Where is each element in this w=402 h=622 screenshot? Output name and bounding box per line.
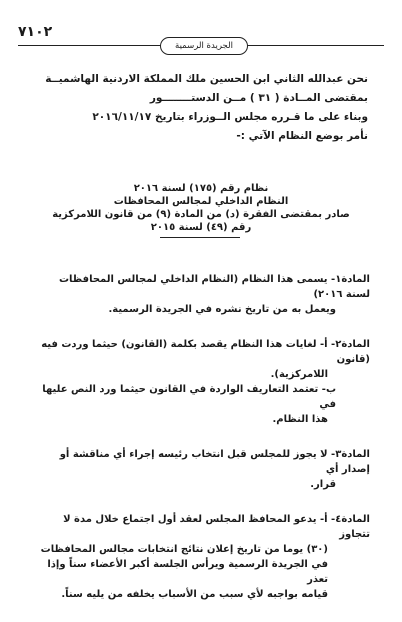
article-line: في الجريدة الرسمية ويرأس الجلسة أكبر الأعضاء سناً وإذا تعذر — [47, 559, 328, 585]
article-line: ب- تعتمد التعاريف الواردة في القانون حيثما ورد النص عليها في — [42, 384, 336, 410]
article-1 — [32, 272, 370, 317]
preamble-line: نحن عبدالله الثاني ابن الحسين ملك المملكة الاردنية الهاشميــة — [45, 73, 368, 85]
article-line: هذا النظام. — [272, 414, 328, 425]
article-line: المادة٣- لا يجوز للمجلس قبل انتخاب رئيسه إجراء أي مناقشة أو إصدار أي — [59, 449, 370, 475]
article-line: المادة١- يسمى هذا النظام (النظام الداخلي لمجالس المحافظات لسنة ٢٠١٦) — [58, 274, 370, 300]
title-line: نظام رقم (١٧٥) لسنة ٢٠١٦ — [133, 183, 269, 194]
article-2 — [32, 337, 370, 427]
article-line: اللامركزية). — [270, 369, 328, 380]
preamble-line: وبناء على ما قـرره مجلس الــوزراء بتاريخ ٢٠١٦/١١/١٧ — [92, 111, 368, 123]
title-line: صادر بمقتضى الفقرة (د) من المادة (٩) من قانون اللامركزية — [52, 209, 350, 220]
title-underline — [160, 237, 240, 238]
article-line: المادة٢- أ- لغايات هذا النظام يقصد بكلمة (القانون) حيثما وردت فيه (قانون — [41, 339, 370, 365]
preamble — [34, 70, 368, 146]
article-line: ويعمل به من تاريخ نشره في الجريدة الرسمية. — [108, 304, 336, 315]
regulation-title — [40, 182, 362, 234]
article-3 — [32, 447, 370, 492]
gazette-badge: الجريدة الرسمية — [160, 37, 248, 55]
title-line: رقم (٤٩) لسنة ٢٠١٥ — [150, 222, 252, 233]
preamble-line: نأمر بوضع النظام الآتي :- — [236, 130, 368, 142]
article-line: قيامه بواجبه لأي سبب من الأسباب يخلفه من يليه سناً. — [61, 589, 328, 600]
article-line: المادة٤- أ- يدعو المحافظ المجلس لعقد أول اجتماع خلال مدة لا تتجاوز — [63, 514, 370, 540]
article-line: قرار. — [310, 479, 336, 490]
article-line: (٣٠) يوما من تاريخ إعلان نتائج انتخابات مجالس المحافظات — [40, 544, 328, 555]
article-4 — [32, 512, 370, 602]
preamble-line: بمقتضى المــادة ( ٣١ ) مــن الدستــــــــور — [149, 92, 368, 104]
page-number: ٧١٠٢ — [18, 24, 53, 40]
title-line: النظام الداخلي لمجالس المحافظات — [113, 196, 289, 207]
